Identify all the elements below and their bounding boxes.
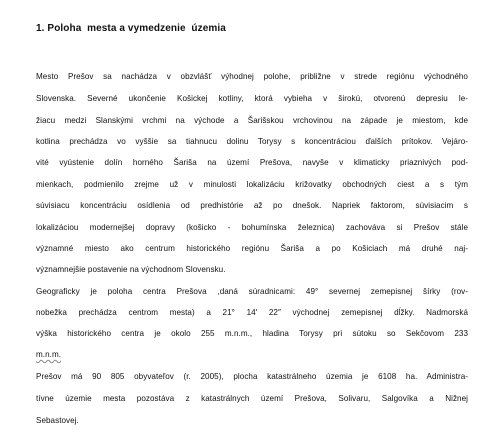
paragraph-line: výška historického centra je okolo 255 m.n.m., hladina Torysy pri sútoku so Sekčovom 233 <box>36 329 468 338</box>
paragraph-line: súvisiacu koncentráciu osídlenia od predhistórie až po dnešok. Napriek faktorom, súvisiacim s <box>36 201 468 210</box>
paragraph-line: lokalizáciou modernejšej dopravy (košicko - bohumínska železnica) zachováva si Prešov stále <box>36 223 468 232</box>
paragraph-line: nobežka prechádza centrom mesta) a 21° 14′ 22″ východnej zemepisnej dĺžky. Nadmorská <box>36 308 468 317</box>
paragraph-line: vité vyústenie dolín horného Šariša na území Prešova, navyše v klimaticky priaznivých pod- <box>36 158 468 167</box>
paragraph-line: m.n.m. <box>36 350 62 359</box>
paragraph-line: Prešov má 90 805 obyvateľov (r. 2005), plocha katastrálneho územia je 6108 ha. Administra- <box>36 372 468 381</box>
paragraph-line: Mesto Prešov sa nachádza v obzvlášť výhodnej polohe, približne v strede regiónu východného <box>36 72 468 81</box>
paragraph-line: významné miesto ako centrum historického regiónu Šariša a po Košiciach má druhé naj- <box>36 244 468 253</box>
paragraph-line: mienkach, podmienilo zrejme už v minulosti lokalizáciu križovatky obchodných ciest a s tým <box>36 180 468 189</box>
paragraph-line: žiacu medzi Slanskými vrchmi na východe a Šarišskou vrchovinou na západe je miestom, kde <box>36 116 468 125</box>
paragraph-line: Geograficky je poloha centra Prešova ,daná súradnicami: 49° severnej zemepisnej šírky (rov- <box>36 287 468 296</box>
paragraph-line: Slovenska. Severné ukončenie Košickej kotliny, ktorá vybieha v širokú, otvorenú depresiu le- <box>36 94 468 103</box>
paragraph-line: významnejšie postavenie na východnom Slovensku. <box>36 265 226 274</box>
section-heading: 1. Poloha mesta a vymedzenie územia <box>36 23 226 34</box>
paragraph-line: kotlina prechádza vo vyššie sa tiahnucu dolinu Torysy s koncentráciou ďalších prítokov. Vejáro- <box>36 137 468 146</box>
paragraph-line: tívne územie mesta pozostáva z katastrálnych území Prešova, Solivaru, Salgovíka a Nižnej <box>36 394 468 403</box>
paragraph-line: Sebastovej. <box>36 416 79 425</box>
